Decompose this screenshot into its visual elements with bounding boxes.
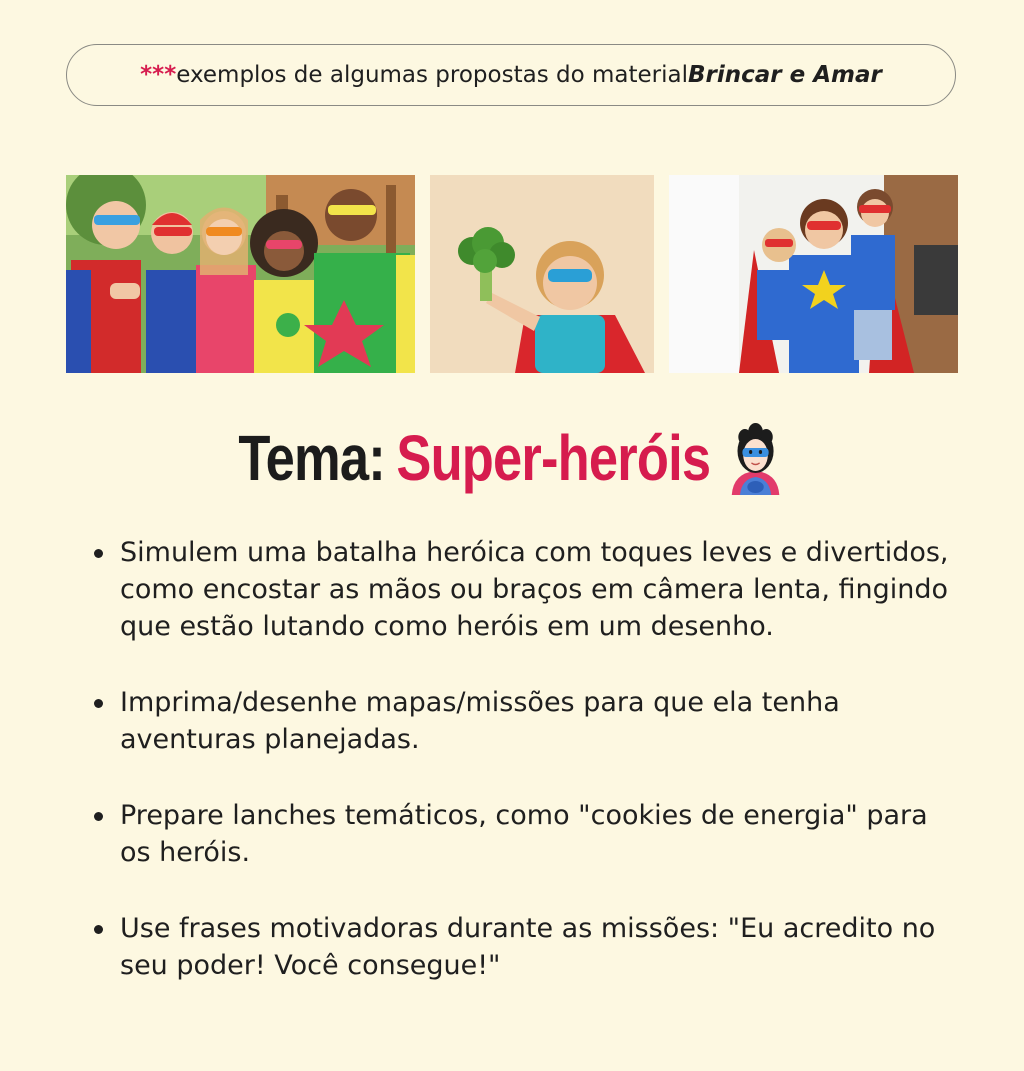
title-prefix: Tema: (238, 422, 385, 494)
page-title (92, 418, 932, 498)
list-item: Use frases motivadoras durante as missões: "Eu acredito no seu poder! Você consegue!" (92, 910, 962, 984)
note-text: exemplos de algumas propostas do material (176, 62, 688, 88)
superhero-emoji-icon (725, 421, 786, 495)
mother-and-kids-superhero-photo (669, 175, 958, 373)
child-with-broccoli-photo (430, 175, 654, 373)
list-item: Simulem uma batalha heróica com toques leves e divertidos, como encostar as mãos ou braços em câmera lenta, fingindo que estão lutando como heróis em um desenho. (92, 534, 962, 645)
brand-name: Brincar e Amar (687, 62, 882, 88)
kids-superhero-group-photo (66, 175, 415, 373)
title-theme: Super-heróis (396, 422, 711, 494)
material-note-banner (66, 44, 956, 106)
tips-list (92, 534, 962, 1023)
list-item: Imprima/desenhe mapas/missões para que ela tenha aventuras planejadas. (92, 684, 962, 758)
asterisks: *** (140, 62, 177, 88)
list-item: Prepare lanches temáticos, como "cookies de energia" para os heróis. (92, 797, 962, 871)
